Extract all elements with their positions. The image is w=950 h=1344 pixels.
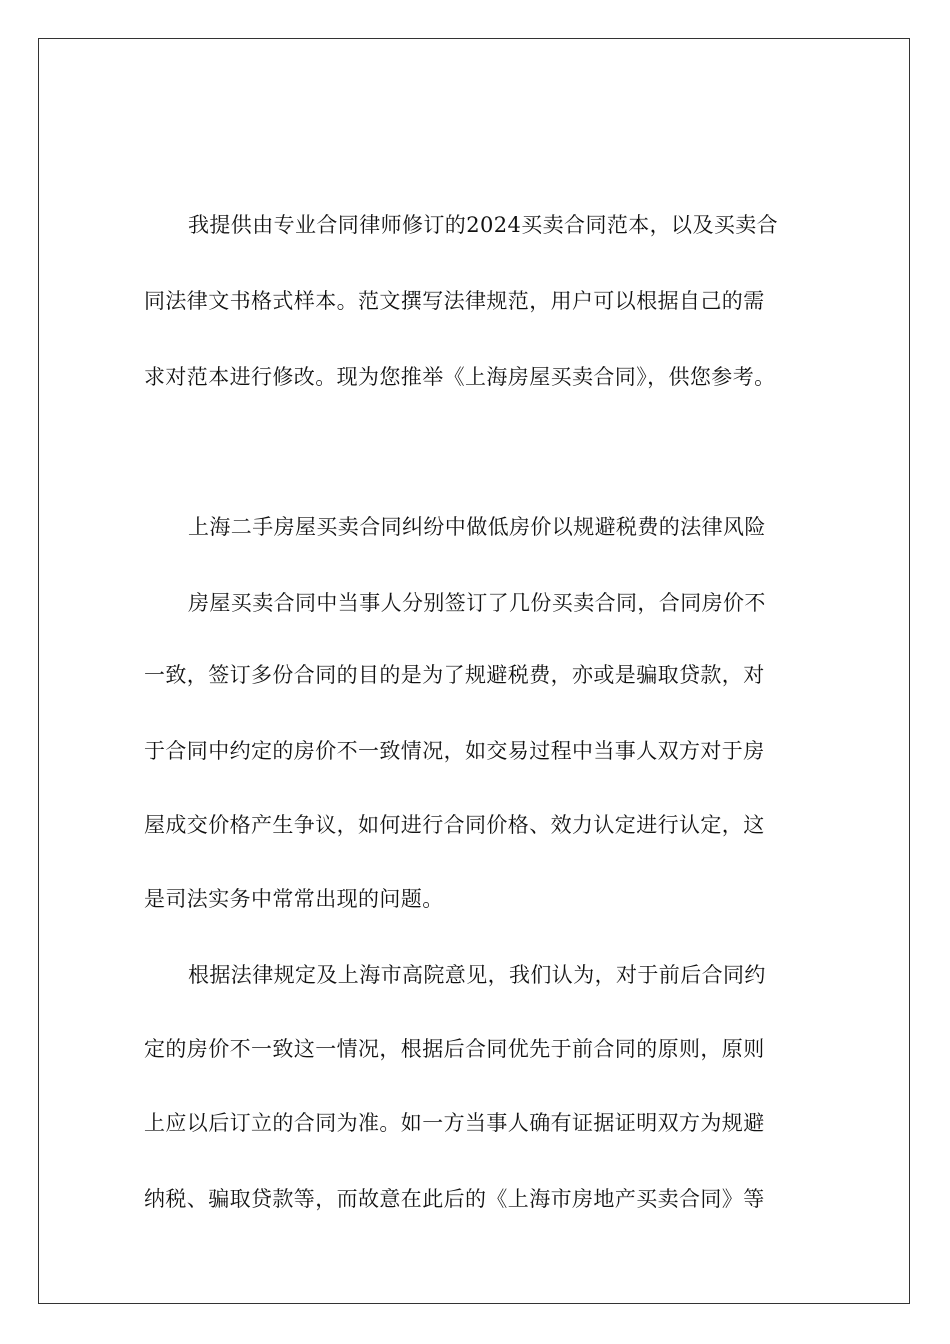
paragraph-1-line-2: 一致，签订多份合同的目的是为了规避税费，亦或是骗取贷款，对 bbox=[144, 663, 765, 687]
paragraph-1-line-1: 房屋买卖合同中当事人分别签订了几份买卖合同，合同房价不 bbox=[188, 591, 766, 615]
intro-line-2: 同法律文书格式样本。范文撰写法律规范，用户可以根据自己的需 bbox=[144, 289, 765, 313]
paragraph-2-line-3: 上应以后订立的合同为准。如一方当事人确有证据证明双方为规避 bbox=[144, 1111, 765, 1135]
paragraph-1-line-5: 是司法实务中常常出现的问题。 bbox=[144, 887, 444, 911]
paragraph-2-line-2: 定的房价不一致这一情况，根据后合同优先于前合同的原则，原则 bbox=[144, 1037, 765, 1061]
paragraph-2-line-1: 根据法律规定及上海市高院意见，我们认为，对于前后合同约 bbox=[188, 963, 766, 987]
article-heading: 上海二手房屋买卖合同纠纷中做低房价以规避税费的法律风险 bbox=[188, 515, 766, 539]
paragraph-1-line-3: 于合同中约定的房价不一致情况，如交易过程中当事人双方对于房 bbox=[144, 739, 765, 763]
paragraph-2-line-4: 纳税、骗取贷款等，而故意在此后的《上海市房地产买卖合同》等 bbox=[144, 1187, 765, 1211]
paragraph-1-line-4: 屋成交价格产生争议，如何进行合同价格、效力认定进行认定，这 bbox=[144, 813, 765, 837]
intro-line-1: 我提供由专业合同律师修订的2024买卖合同范本，以及买卖合 bbox=[188, 213, 779, 237]
intro-line-3: 求对范本进行修改。现为您推举《上海房屋买卖合同》，供您参考。 bbox=[144, 365, 776, 389]
document-body bbox=[144, 0, 804, 1344]
